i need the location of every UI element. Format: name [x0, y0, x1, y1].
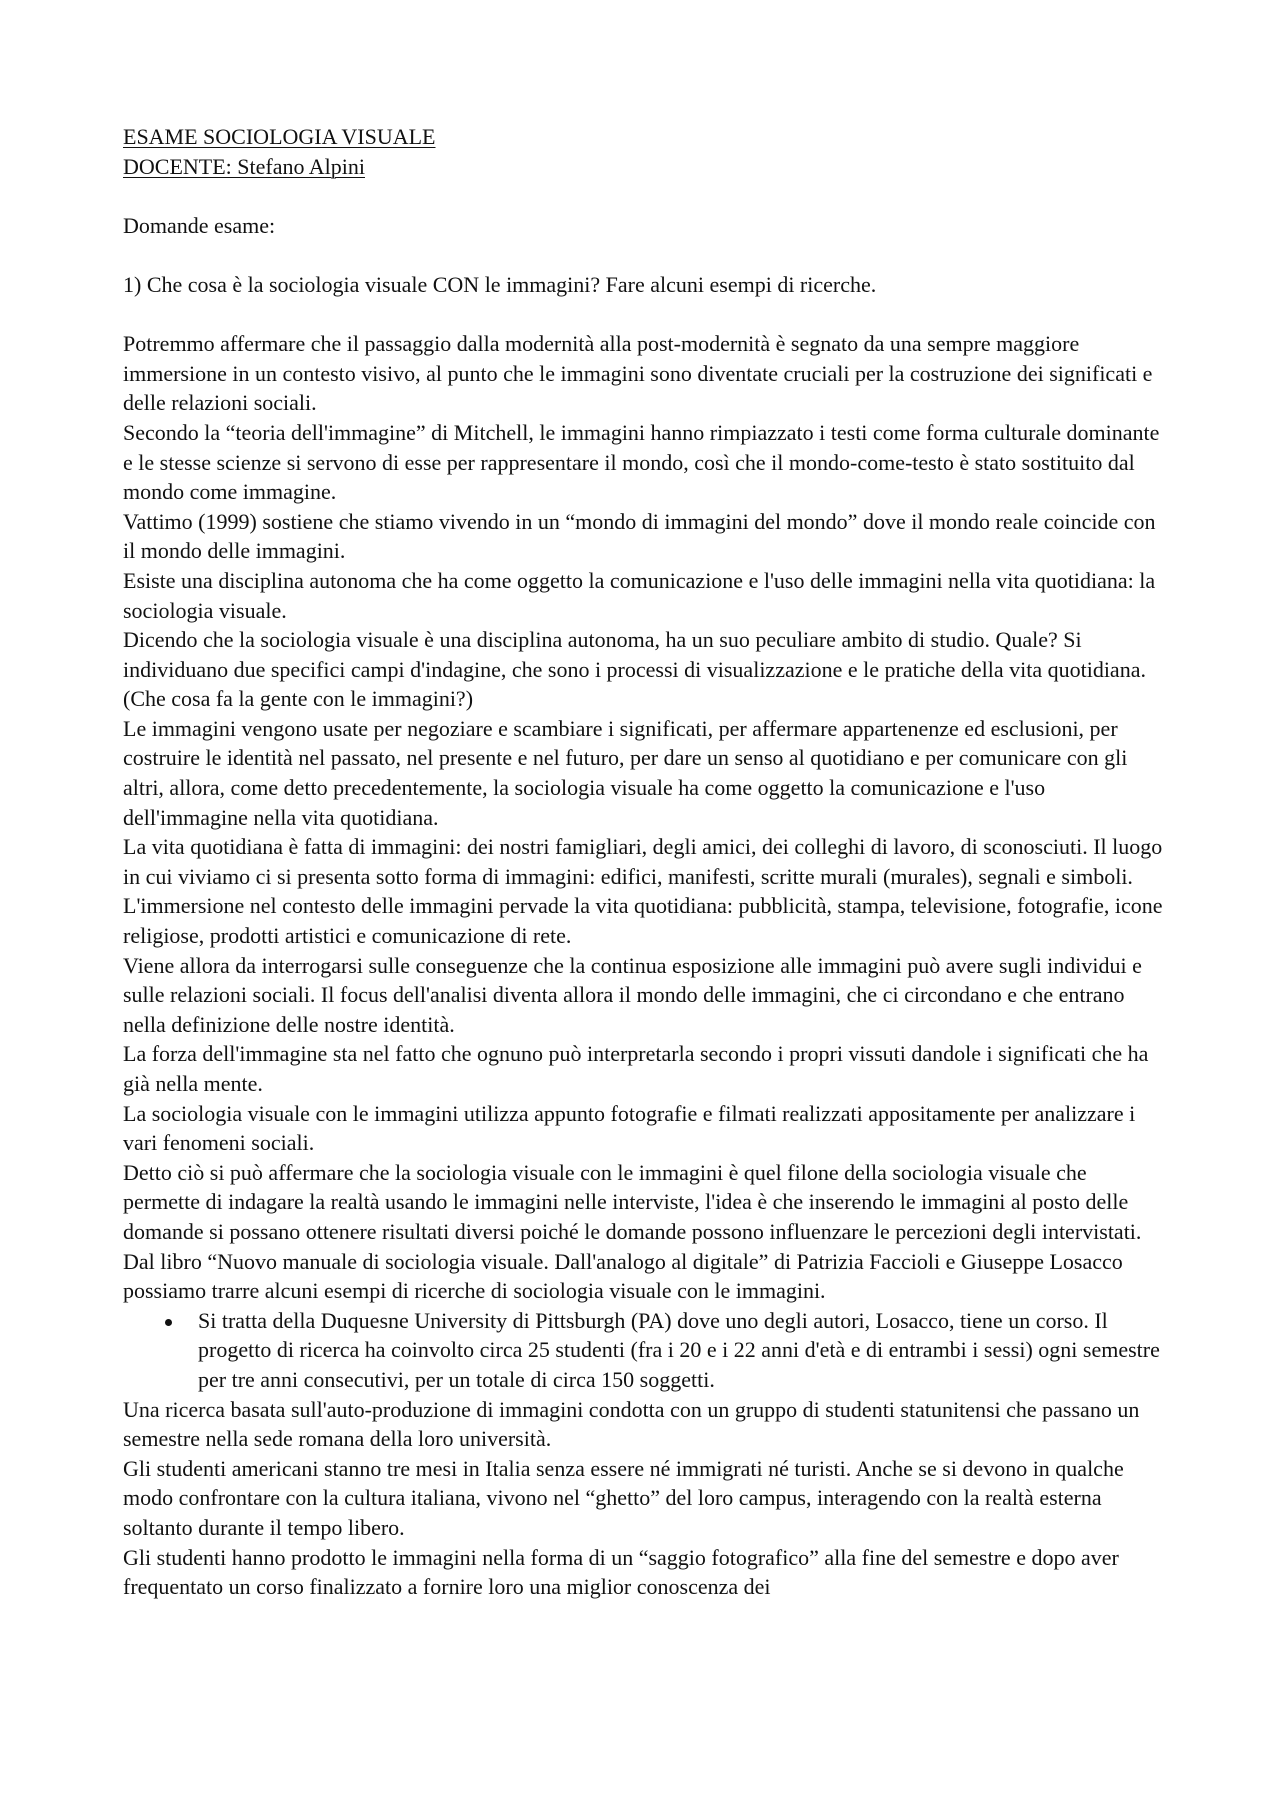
body-paragraph: Le immagini vengono usate per negoziare e scambiare i significati, per affermare appartenenze ed esclusioni, per costruire le identità nel passato, nel presente e nel futuro, per dare un senso al quotidiano e per comunicare con gli altri, allora, come detto precedentemente, la sociologia visuale ha come oggetto la comunicazione e l'uso dell'immagine nella vita quotidiana.	[123, 715, 1128, 830]
document-subtitle-teacher: DOCENTE: Stefano Alpini	[123, 153, 365, 179]
body-paragraph: Esiste una disciplina autonoma che ha come oggetto la comunicazione e l'uso delle immagini nella vita quotidiana: la sociologia visuale.	[123, 567, 1156, 623]
body-paragraph: Vattimo (1999) sostiene che stiamo vivendo in un “mondo di immagini del mondo” dove il mondo reale coincide con il mondo delle immagini.	[123, 508, 1156, 564]
intro-label: Domande esame:	[123, 212, 276, 238]
body-paragraph: La forza dell'immagine sta nel fatto che ognuno può interpretarla secondo i propri vissuti dandole i significati che ha già nella mente.	[123, 1041, 1149, 1096]
document-page	[123, 122, 1163, 1602]
body-paragraph: Una ricerca basata sull'auto-produzione di immagini condotta con un gruppo di studenti statunitensi che passano un semestre nella sede romana della loro università.	[123, 1396, 1140, 1452]
bullet-icon	[165, 1319, 172, 1326]
body-paragraph: Dal libro “Nuovo manuale di sociologia visuale. Dall'analogo al digitale” di Patrizia Faccioli e Giuseppe Losacco possiamo trarre alcuni esempi di ricerche di sociologia visuale con le immagini.	[123, 1248, 1123, 1304]
bullet-list-item	[123, 1306, 1163, 1395]
body-paragraph: Dicendo che la sociologia visuale è una disciplina autonoma, ha un suo peculiare ambito di studio. Quale? Si individuano due specifici campi d'indagine, che sono i processi di visualizzazione e le pratiche della vita quotidiana. (Che cosa fa la gente con le immagini?)	[123, 627, 1146, 712]
body-paragraph: Potremmo affermare che il passaggio dalla modernità alla post-modernità è segnato da una sempre maggiore immersione in un contesto visivo, al punto che le immagini sono diventate cruciali per la costruzione dei significati e delle relazioni sociali.	[123, 331, 1153, 416]
document-title: ESAME SOCIOLOGIA VISUALE	[123, 124, 436, 149]
body-paragraph: La vita quotidiana è fatta di immagini: dei nostri famigliari, degli amici, dei colleghi di lavoro, di sconosciuti. Il luogo in cui viviamo ci si presenta sotto forma di immagini: edifici, manifesti, scritte murali (murales), segnali e simboli. L'immersione nel contesto delle immagini pervade la vita quotidiana: pubblicità, stampa, televisione, fotografie, icone religiose, prodotti artistici e comunicazione di rete.	[123, 834, 1163, 949]
spacer	[123, 300, 1163, 330]
body-paragraph: Gli studenti hanno prodotto le immagini nella forma di un “saggio fotografico” alla fine del semestre e dopo aver frequentato un corso finalizzato a fornire loro una miglior conoscenza dei	[123, 1544, 1119, 1600]
body-paragraph: Detto ciò si può affermare che la sociologia visuale con le immagini è quel filone della sociologia visuale che permette di indagare la realtà usando le immagini nelle interviste, l'idea è che inserendo le immagini al posto delle domande si possano ottenere risultati diversi poiché le domande possono influenzare le percezioni degli intervistati.	[123, 1159, 1142, 1244]
body-paragraph: Secondo la “teoria dell'immagine” di Mitchell, le immagini hanno rimpiazzato i testi come forma culturale dominante e le stesse scienze si servono di esse per rappresentare il mondo, così che il mondo-come-testo è stato sostituito dal mondo come immagine.	[123, 419, 1160, 505]
exam-question: 1) Che cosa è la sociologia visuale CON le immagini? Fare alcuni esempi di ricerche.	[123, 271, 877, 297]
body-paragraph: La sociologia visuale con le immagini utilizza appunto fotografie e filmati realizzati appositamente per analizzare i vari fenomeni sociali.	[123, 1100, 1136, 1156]
body-paragraph: Viene allora da interrogarsi sulle conseguenze che la continua esposizione alle immagini può avere sugli individui e sulle relazioni sociali. Il focus dell'analisi diventa allora il mondo delle immagini, che ci circondano e che entrano nella definizione delle nostre identità.	[123, 952, 1142, 1037]
body-paragraph: Gli studenti americani stanno tre mesi in Italia senza essere né immigrati né turisti. Anche se si devono in qualche modo confrontare con la cultura italiana, vivono nel “ghetto” del loro campus, interagendo con la realtà esterna soltanto durante il tempo libero.	[123, 1455, 1124, 1540]
spacer	[123, 240, 1163, 270]
spacer	[123, 181, 1163, 211]
bullet-text: Si tratta della Duquesne University di Pittsburgh (PA) dove uno degli autori, Losacco, tiene un corso. Il progetto di ricerca ha coinvolto circa 25 studenti (fra i 20 e i 22 anni d'età e di entrambi i sessi) ogni semestre per tre anni consecutivi, per un totale di circa 150 soggetti.	[198, 1307, 1160, 1392]
